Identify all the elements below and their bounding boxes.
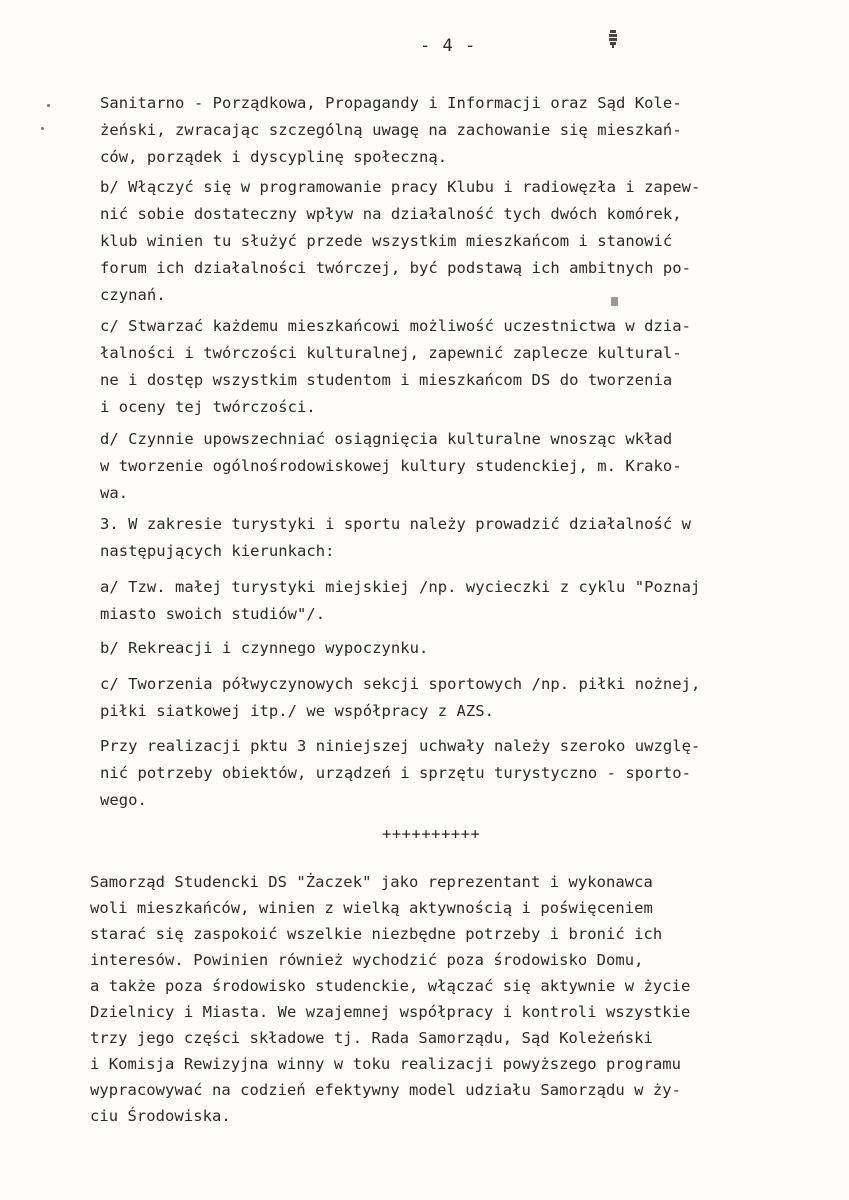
text-line: b/ Rekreacji i czynnego wypoczynku. — [100, 639, 429, 657]
paragraph-self-government — [90, 873, 691, 1125]
text-line: nić sobie dostateczny wpływ na działalność tych dwóch komórek, — [100, 205, 682, 223]
text-line: Samorząd Studencki DS "Żaczek" jako reprezentant i wykonawca — [90, 873, 653, 891]
margin-speck — [41, 127, 44, 130]
text-line: interesów. Powinien również wychodzić poza środowisko Domu, — [90, 951, 644, 969]
margin-speck — [611, 297, 618, 306]
paragraph-3-tourism-sport — [100, 515, 692, 587]
text-line: Sanitarno - Porządkowa, Propagandy i Informacji oraz Sąd Kole- — [100, 94, 682, 112]
text-line: trzy jego części składowe tj. Rada Samorządu, Sąd Koleżeński — [90, 1029, 653, 1047]
text-line: Dzielnicy i Miasta. We wzajemnej współpracy i kontroli wszystkie — [90, 1003, 691, 1021]
text-line: a także poza środowisko studenckie, włączać się aktywnie w życie — [90, 977, 691, 995]
text-line: i oceny tej twórczości. — [100, 398, 316, 416]
text-line: wego. — [100, 791, 147, 809]
text-line: nić potrzeby obiektów, urządzeń i sprzętu turystyczno - sporto- — [100, 764, 692, 782]
text-line: ne i dostęp wszystkim studentom i mieszkańcom DS do tworzenia — [100, 371, 673, 389]
text-line: 3. W zakresie turystyki i sportu należy prowadzić działalność w — [100, 515, 692, 533]
text-line: d/ Czynnie upowszechniać osiągnięcia kulturalne wnosząc wkład — [100, 430, 673, 448]
text-line: c/ Tworzenia półwyczynowych sekcji sportowych /np. piłki nożnej, — [100, 675, 701, 693]
text-line: miasto swoich studiów"/. — [100, 605, 326, 623]
text-line: wa. — [100, 484, 129, 502]
text-line: piłki siatkowej itp./ we współpracy z AZS. — [100, 702, 495, 720]
ink-blot-mark — [609, 30, 617, 48]
text-line: łalności i twórczości kulturalnej, zapewnić zaplecze kultural- — [100, 344, 682, 362]
text-line: b/ Włączyć się w programowanie pracy Klubu i radiowęzła i zapew- — [100, 178, 701, 196]
paragraph-continuation — [100, 94, 682, 184]
section-separator: ++++++++++ — [382, 825, 481, 843]
paragraph-realization — [100, 737, 701, 827]
text-line: forum ich działalności twórczej, być podstawą ich ambitnych po- — [100, 259, 692, 277]
text-line: ciu Środowiska. — [90, 1107, 231, 1125]
text-line: woli mieszkańców, winien z wielką aktywnością i poświęceniem — [90, 899, 653, 917]
paragraph-d-promotion — [100, 430, 682, 520]
text-line: żeński, zwracając szczególną uwagę na zachowanie się mieszkań- — [100, 121, 682, 139]
text-line: następujących kierunkach: — [100, 542, 335, 560]
text-line: czynań. — [100, 286, 166, 304]
text-line: klub winien tu służyć przede wszystkim mieszkańcom i stanowić — [100, 232, 673, 250]
paragraph-c-culture — [100, 317, 692, 425]
text-line: Przy realizacji pktu 3 niniejszej uchwały należy szeroko uwzglę- — [100, 737, 701, 755]
paragraph-b-club — [100, 178, 701, 304]
text-line: w tworzenie ogólnośrodowiskowej kultury studenckiej, m. Krako- — [100, 457, 682, 475]
text-line: wypracowywać na codzień efektywny model udziału Samorządu w ży- — [90, 1081, 682, 1099]
text-line: starać się zaspokoić wszelkie niezbędne potrzeby i bronić ich — [90, 925, 663, 943]
text-line: ców, porządek i dyscyplinę społeczną. — [100, 148, 448, 166]
text-line: i Komisja Rewizyjna winny w toku realizacji powyższego programu — [90, 1055, 682, 1073]
page-number: - 4 - — [420, 36, 477, 56]
text-line: c/ Stwarzać każdemu mieszkańcowi możliwość uczestnictwa w dzia- — [100, 317, 692, 335]
text-line: a/ Tzw. małej turystyki miejskiej /np. wycieczki z cyklu "Poznaj — [100, 578, 701, 596]
margin-speck — [47, 104, 50, 107]
